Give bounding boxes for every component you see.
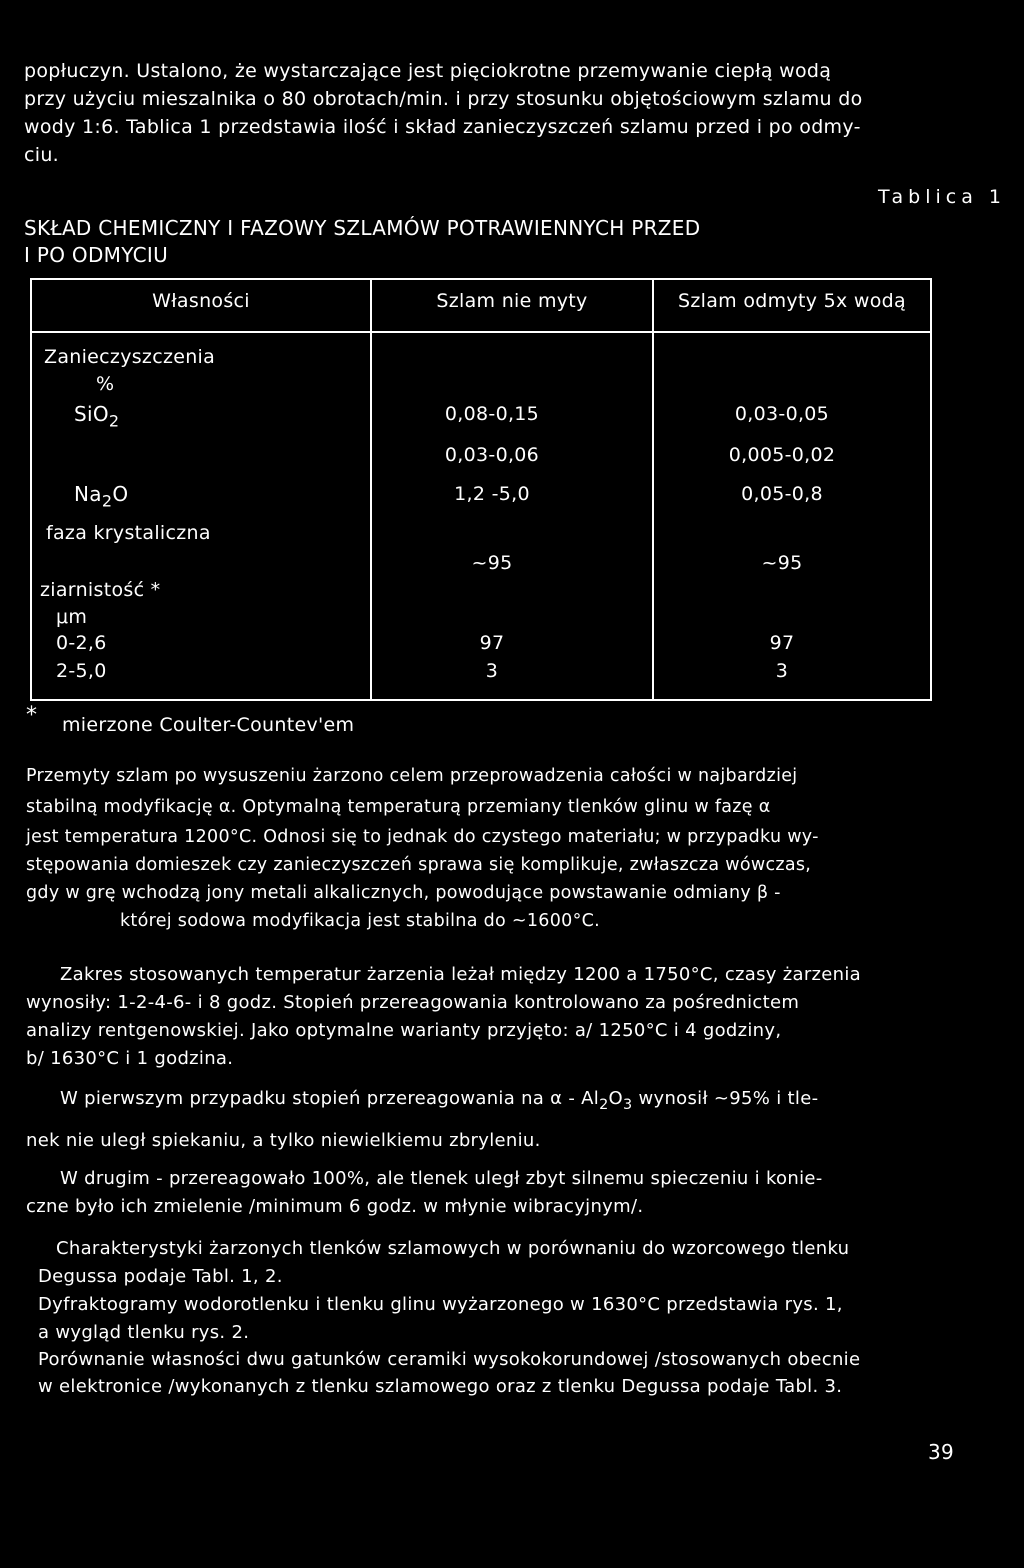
- p5-line-1: Charakterystyki żarzonych tlenków szlamowych w porównaniu do wzorcowego tlenku: [56, 1238, 850, 1259]
- p1-line-6: której sodowa modyfikacja jest stabilna do ~1600°C.: [120, 911, 600, 931]
- p3-line-2: nek nie uległ spiekaniu, a tylko niewielkiemu zbryleniu.: [26, 1130, 541, 1151]
- p4-line-1: W drugim - przereagowało 100%, ale tlenek uległ zbyt silnemu spieczeniu i konie-: [60, 1168, 823, 1189]
- table-title-line-1: SKŁAD CHEMICZNY I FAZOWY SZLAMÓW POTRAWIENNYCH PRZED: [24, 216, 701, 240]
- row-na2o-label: $Na_2O$: [74, 482, 129, 511]
- table-bottom-border: [30, 699, 932, 701]
- intro-line-1: popłuczyn. Ustalono, że wystarczające jest pięciokrotne przemywanie ciepłą wodą: [24, 60, 832, 82]
- row-sio2-washed: 0,03-0,05: [734, 403, 830, 425]
- row-impurities-label: Zanieczyszczenia: [44, 346, 216, 368]
- row-2-unwashed: 0,03-0,06: [444, 444, 540, 466]
- footnote-mark: *: [26, 703, 38, 728]
- row-crystal-washed: ~95: [761, 552, 803, 574]
- row-grain-1-unwashed: 97: [479, 632, 505, 654]
- p1-line-4: stępowania domieszek czy zanieczyszczeń sprawa się komplikuje, zwłaszcza wówczas,: [26, 855, 812, 875]
- row-grain-2-unwashed: 3: [485, 660, 499, 682]
- p5-line-5: Porównanie własności dwu gatunków ceramiki wysokokorundowej /stosowanych obecnie: [38, 1349, 861, 1370]
- table-label: Tablica 1: [878, 186, 1006, 208]
- table-top-border: [30, 278, 932, 280]
- header-properties: Własności: [152, 290, 250, 312]
- intro-line-3: wody 1:6. Tablica 1 przedstawia ilość i skład zanieczyszczeń szlamu przed i po odmy-: [24, 116, 861, 138]
- p3-line-1: W pierwszym przypadku stopień przereagowania na α - $Al_2O_3$ wynosił ~95% i tle-: [60, 1088, 819, 1114]
- p1-line-2: stabilną modyfikację α. Optymalną temperaturą przemiany tlenków glinu w fazę α: [26, 797, 771, 817]
- row-sio2-unwashed: 0,08-0,15: [444, 403, 540, 425]
- row-grain-1-label: 0-2,6: [56, 632, 107, 654]
- table-right-border: [930, 278, 932, 701]
- row-grain-2-label: 2-5,0: [56, 660, 107, 682]
- header-washed: Szlam odmyty 5x wodą: [678, 290, 906, 312]
- p1-line-5: gdy w grę wchodzą jony metali alkalicznych, powodujące powstawanie odmiany β -: [26, 883, 781, 903]
- row-grain-label: ziarnistość *: [40, 579, 161, 601]
- row-2-washed: 0,005-0,02: [728, 444, 836, 466]
- table-header-border: [30, 331, 932, 333]
- row-sio2-label: SiO$_2$: [74, 402, 120, 431]
- p2-line-2: wynosiły: 1-2-4-6- i 8 godz. Stopień przereagowania kontrolowano za pośrednictem: [26, 992, 800, 1013]
- p4-line-2: czne było ich zmielenie /minimum 6 godz. w młynie wibracyjnym/.: [26, 1196, 644, 1217]
- page-number: 39: [928, 1440, 955, 1464]
- footnote-text: mierzone Coulter-Countev'em: [62, 714, 355, 736]
- row-grain-1-washed: 97: [769, 632, 795, 654]
- p2-line-4: b/ 1630°C i 1 godzina.: [26, 1048, 234, 1069]
- p1-line-1: Przemyty szlam po wysuszeniu żarzono celem przeprowadzenia całości w najbardziej: [26, 766, 798, 786]
- intro-line-4: ciu.: [24, 144, 60, 166]
- table-title-line-2: I PO ODMYCIU: [24, 243, 169, 267]
- row-grain-2-washed: 3: [775, 660, 789, 682]
- row-crystal-label: faza krystaliczna: [46, 522, 211, 544]
- row-na2o-unwashed: 1,2 -5,0: [454, 483, 530, 505]
- row-percent-label: %: [96, 373, 115, 395]
- intro-line-2: przy użyciu mieszalnika o 80 obrotach/min. i przy stosunku objętościowym szlamu do: [24, 88, 863, 110]
- p2-line-3: analizy rentgenowskiej. Jako optymalne warianty przyjęto: a/ 1250°C i 4 godziny,: [26, 1020, 782, 1041]
- p5-line-4: a wygląd tlenku rys. 2.: [38, 1322, 250, 1343]
- row-crystal-unwashed: ~95: [471, 552, 513, 574]
- p1-line-3: jest temperatura 1200°C. Odnosi się to jednak do czystego materiału; w przypadku wy-: [26, 827, 819, 847]
- p5-line-2: Degussa podaje Tabl. 1, 2.: [38, 1266, 283, 1287]
- p2-line-1: Zakres stosowanych temperatur żarzenia leżał między 1200 a 1750°C, czasy żarzenia: [60, 964, 862, 985]
- header-unwashed: Szlam nie myty: [436, 290, 588, 312]
- p5-line-6: w elektronice /wykonanych z tlenku szlamowego oraz z tlenku Degussa podaje Tabl. 3.: [38, 1376, 843, 1397]
- p5-line-3: Dyfraktogramy wodorotlenku i tlenku glinu wyżarzonego w 1630°C przedstawia rys. 1,: [38, 1294, 843, 1315]
- table-left-border: [30, 278, 32, 701]
- row-unit-label: μm: [56, 606, 88, 628]
- row-na2o-washed: 0,05-0,8: [741, 483, 823, 505]
